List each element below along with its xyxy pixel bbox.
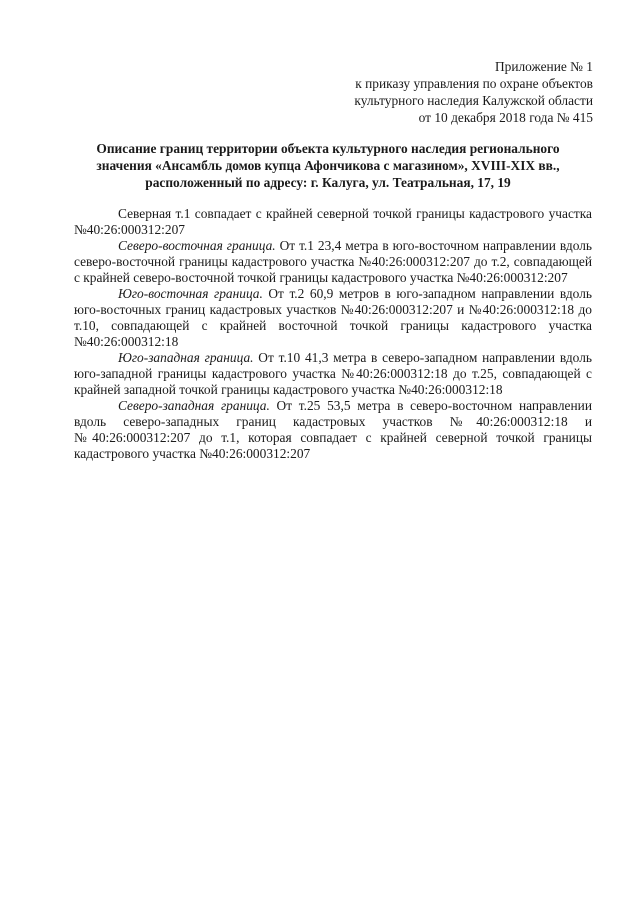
title-line-1: Описание границ территории объекта культурного наследия регионального: [96, 141, 560, 156]
paragraph-northeast-border: [74, 238, 592, 286]
paragraph-text: От т.25 53,5 метра в северо-восточном направлении вдоль северо-западных границ кадастровых участков №40:26:000312:18 и №40:26:000312:207 до т.1, которая совпадает с крайней северной точкой границы кадастрового участка №40:26:000312:207: [74, 398, 592, 461]
document-body: [74, 206, 592, 462]
paragraph-northwest-border: [74, 398, 592, 462]
paragraph-label: Северо-восточная граница.: [118, 238, 276, 253]
paragraph-label: Юго-восточная граница.: [118, 286, 263, 301]
paragraph-label: Юго-западная граница.: [118, 350, 254, 365]
appendix-line-4: от 10 декабря 2018 года № 415: [418, 110, 593, 125]
paragraph-label: Северо-западная граница.: [118, 398, 270, 413]
paragraph-text: От т.1 23,4 метра в юго-восточном направлении вдоль северо-восточной границы кадастрового участка №40:26:000312:207 до т.2, совпадающей с крайней северо-восточной точкой границы кадастрового участка №40:26:000312:207: [74, 238, 592, 285]
paragraph-text: От т.2 60,9 метров в юго-западном направлении вдоль юго-восточных границ кадастровых участков №40:26:000312:207 и №40:26:000312:18 до т.10, совпадающей с крайней восточной точкой границы кадастрового участка №40:26:000312:18: [74, 286, 592, 349]
document-title: [74, 140, 582, 191]
appendix-line-3: культурного наследия Калужской области: [354, 93, 593, 108]
paragraph-text: От т.10 41,3 метра в северо-западном направлении вдоль юго-западной границы кадастрового участка №40:26:000312:18 до т.25, совпадающей с крайней западной точкой границы кадастрового участка №40:26:000312:18: [74, 350, 592, 397]
appendix-line-2: к приказу управления по охране объектов: [355, 76, 593, 91]
title-line-2: значения «Ансамбль домов купца Афончикова с магазином», XVIII-XIX вв.,: [96, 158, 560, 173]
title-line-3: расположенный по адресу: г. Калуга, ул. Театральная, 17, 19: [145, 175, 511, 190]
paragraph-southwest-border: [74, 350, 592, 398]
appendix-header: [354, 58, 593, 126]
paragraph-text: Северная т.1 совпадает с крайней северной точкой границы кадастрового участка №40:26:000312:207: [74, 206, 592, 237]
appendix-line-1: Приложение № 1: [494, 59, 593, 74]
paragraph-north-point: [74, 206, 592, 238]
paragraph-southeast-border: [74, 286, 592, 350]
